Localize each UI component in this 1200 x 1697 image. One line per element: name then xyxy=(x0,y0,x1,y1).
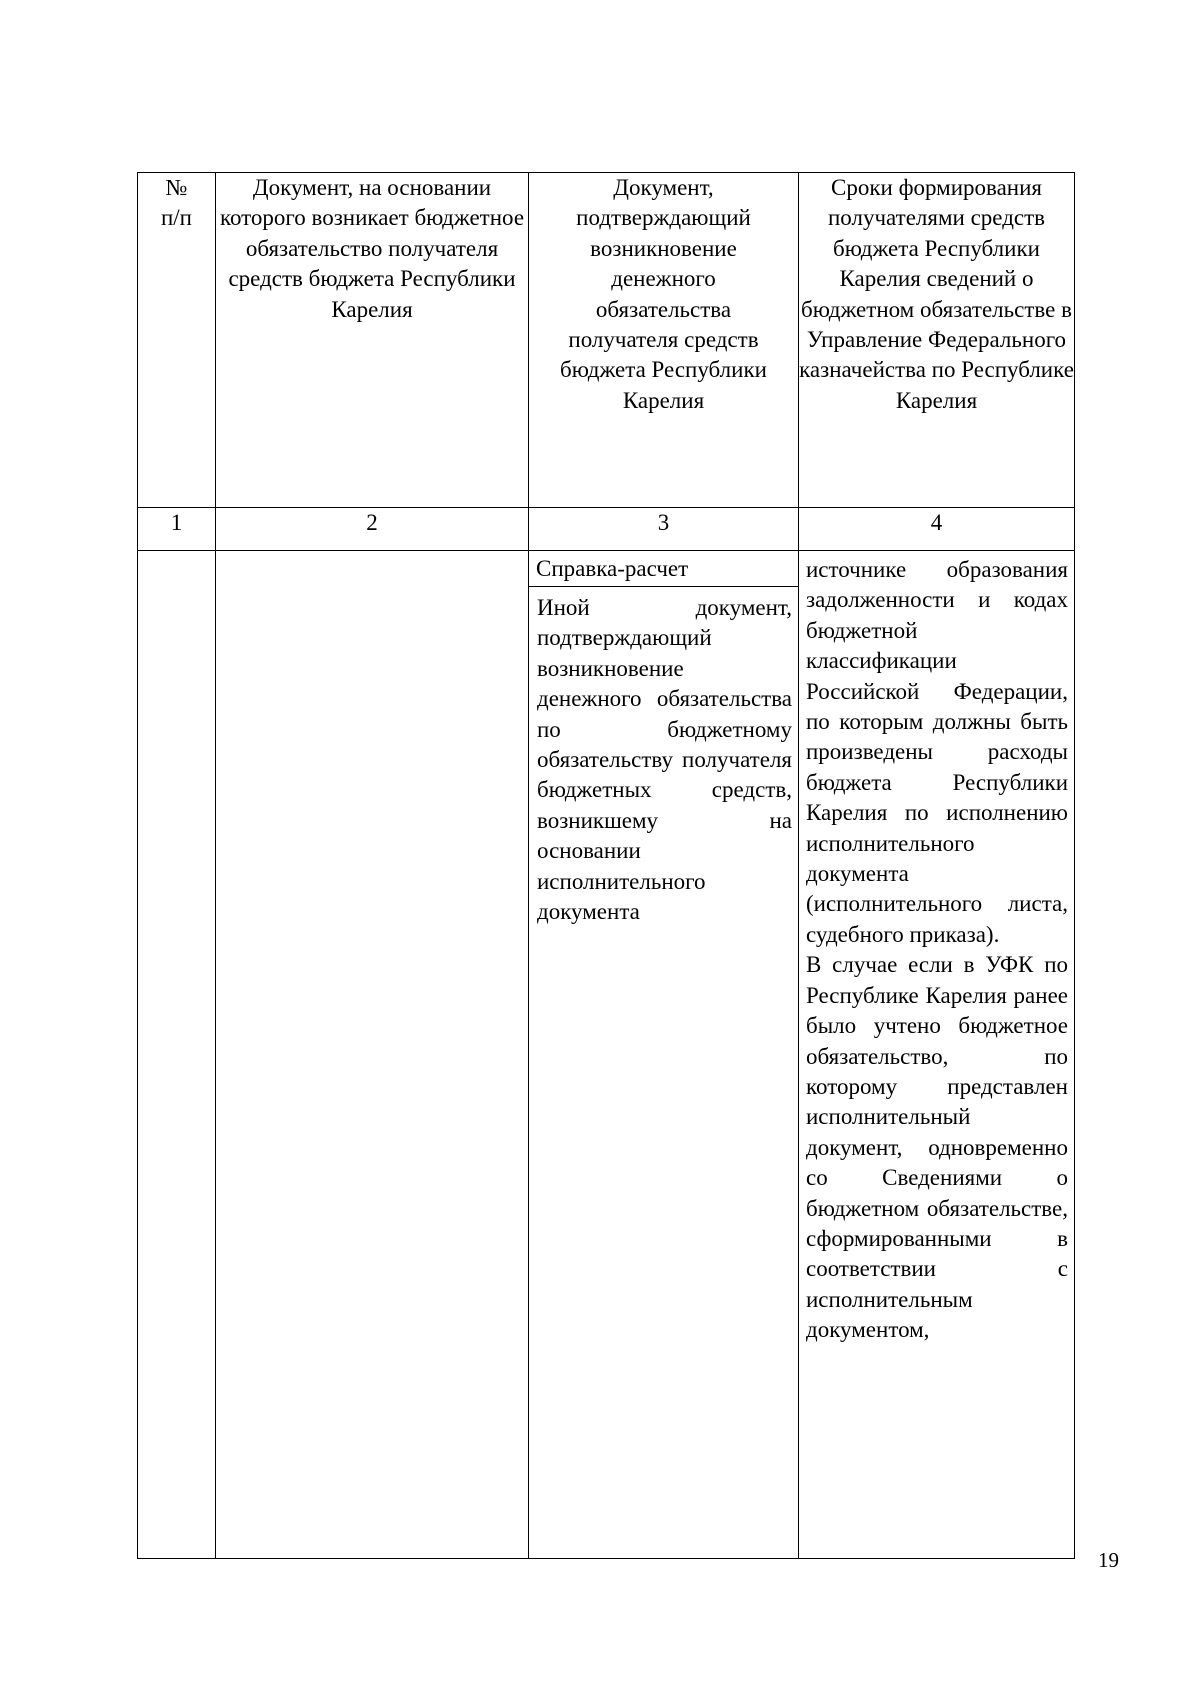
sub-cell-other-document: Иной документ, подтверждающий возникновение денежного обязательства по бюджетному обязательству получателя бюджетных средств, возникшему на основании исполнительного документа xyxy=(537,595,792,925)
header-cell-basis-document: Документ, на основании которого возникает бюджетное обязательство получателя средств бюджета Республики Карелия xyxy=(216,173,529,508)
cell-deadlines xyxy=(799,551,1075,1559)
page-number: 19 xyxy=(1098,1548,1119,1572)
header-cell-confirming-document: Документ, подтверждающий возникновение денежного обязательства получателя средств бюджета Республики Карелия xyxy=(529,173,799,508)
column-number-row xyxy=(138,508,1075,551)
obligations-table xyxy=(137,172,1075,1559)
column-number: 4 xyxy=(799,508,1075,551)
cell-number xyxy=(138,551,216,1559)
table-row xyxy=(138,551,1075,1559)
column-number: 1 xyxy=(138,508,216,551)
header-cell-number: № п/п xyxy=(138,173,216,508)
header-cell-deadlines: Сроки формирования получателями средств бюджета Республики Карелия сведений о бюджетном обязательстве в Управление Федерального казначейства по Республике Карелия xyxy=(799,173,1075,508)
sub-cell-calculation-note: Справка-расчет xyxy=(528,551,799,587)
deadline-text: источнике образования задолженности и кодах бюджетной классификации Российской Федерации, по которым должны быть произведены расходы бюджета Республики Карелия по исполнению исполнительного документа (исполнительного листа, судебного приказа). xyxy=(806,557,1068,947)
column-number: 3 xyxy=(529,508,799,551)
cell-basis-document xyxy=(216,551,529,1559)
cell-confirming-document xyxy=(529,551,799,1559)
column-number: 2 xyxy=(216,508,529,551)
table-header-row xyxy=(138,173,1075,508)
deadline-text-continued: В случае если в УФК по Республике Карелия ранее было учтено бюджетное обязательство, по которому представлен исполнительный документ, одновременно со Сведениями о бюджетном обязательстве, сформированными в соответствии с исполнительным документом, xyxy=(806,952,1068,1343)
